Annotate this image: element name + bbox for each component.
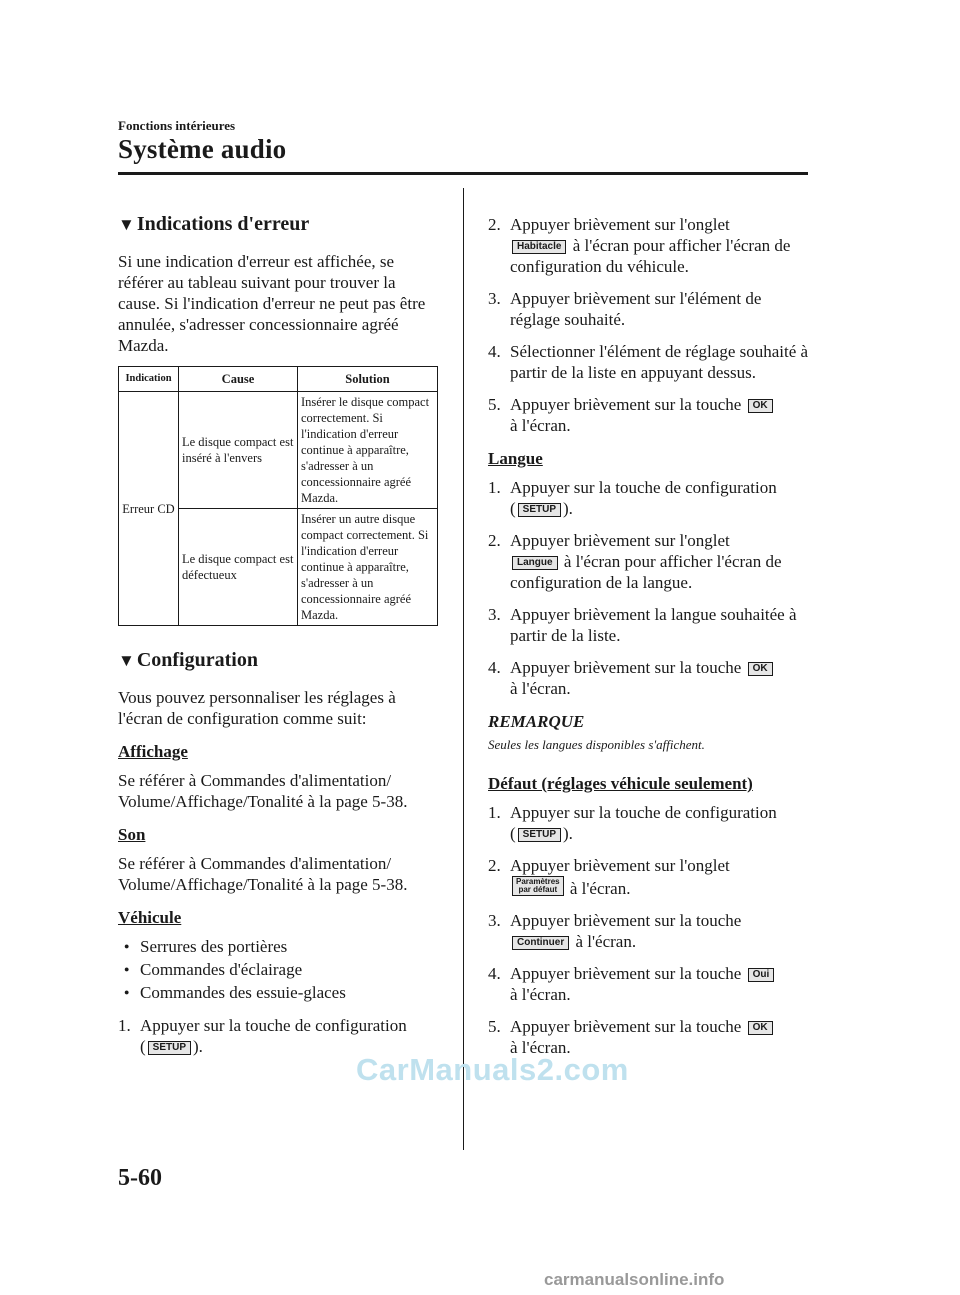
watermark-logo: CarManuals2.com — [356, 1052, 629, 1087]
subheading-son: Son — [118, 825, 146, 844]
table-row — [119, 392, 438, 509]
error-table — [118, 366, 438, 626]
step-item: 2. Appuyer brièvement sur l'onglet Habitacle à l'écran pour afficher l'écran de configuration du véhicule. — [488, 215, 791, 276]
continuer-key-icon: Continuer — [512, 936, 569, 950]
right-column — [488, 214, 810, 1069]
list-item: ● Commandes d'éclairage — [118, 959, 440, 980]
note-text: Seules les langues disponibles s'affichent. — [488, 737, 705, 752]
ok-key-icon: OK — [748, 662, 773, 676]
habitacle-tab-icon: Habitacle — [512, 240, 566, 254]
subheading-defaut: Défaut (réglages véhicule seulement) — [488, 774, 753, 793]
table-header-indication: Indication — [119, 367, 179, 392]
table-header-solution: Solution — [298, 367, 438, 392]
step-item: 4. Sélectionner l'élément de réglage souhaité à partir de la liste en appuyant dessus. — [488, 342, 809, 382]
ok-key-icon: OK — [748, 399, 773, 413]
step-item: 3. Appuyer brièvement sur la touche Continuer à l'écran. — [488, 911, 742, 951]
step-item: 4. Appuyer brièvement sur la touche OK à l'écran. — [488, 657, 810, 699]
table-cell-solution: Insérer un autre disque compact correctement. Si l'indication d'erreur continue à apparaître, s'adresser à un concessionnaire agréé Mazda. — [298, 509, 438, 626]
table-cell-solution: Insérer le disque compact correctement. Si l'indication d'erreur continue à apparaître, s'adresser à un concessionnaire agréé Mazda. — [298, 392, 438, 509]
title-divider — [118, 172, 808, 175]
step-item: 2. Appuyer brièvement sur l'onglet Paramètres par défaut à l'écran. — [488, 856, 730, 898]
list-item: ● Commandes des essuie-glaces — [118, 982, 440, 1003]
page-number: 5-60 — [118, 1165, 162, 1191]
setup-key-icon: SETUP — [518, 503, 561, 517]
triangle-down-icon: ▼ — [118, 215, 135, 234]
subheading-langue: Langue — [488, 449, 543, 468]
list-item: ● Serrures des portières — [118, 936, 440, 957]
section-label: Fonctions intérieures — [118, 118, 236, 133]
step-item: 3. Appuyer brièvement la langue souhaitée à partir de la liste. — [488, 605, 797, 645]
config-intro: Vous pouvez personnaliser les réglages à l'écran de configuration comme suit: — [118, 688, 396, 728]
step-item: 1. Appuyer sur la touche de configuration ( SETUP ). — [118, 1016, 407, 1056]
step-item: 5. Appuyer brièvement sur la touche OK à l'écran. — [488, 394, 810, 436]
table-cell-cause: Le disque compact est inséré à l'envers — [179, 392, 298, 509]
left-column — [118, 212, 440, 1068]
son-text: Se référer à Commandes d'alimentation/ Volume/Affichage/Tonalité à la page 5-38. — [118, 854, 408, 894]
ok-key-icon: OK — [748, 1021, 773, 1035]
step-item: 3. Appuyer brièvement sur l'élément de réglage souhaité. — [488, 289, 762, 329]
step-item: 1. Appuyer sur la touche de configuration ( SETUP ). — [488, 478, 777, 518]
error-intro: Si une indication d'erreur est affichée, se référer au tableau suivant pour trouver la cause. Si l'indication d'erreur ne peut pas être annulée, s'adresser concessionnaire agréé Mazda. — [118, 252, 426, 355]
step-item: 2. Appuyer brièvement sur l'onglet Langue à l'écran pour afficher l'écran de configuration de la langue. — [488, 531, 782, 592]
parametres-par-defaut-tab-icon: Paramètres par défaut — [512, 876, 564, 896]
setup-key-icon: SETUP — [148, 1041, 191, 1055]
step-item: 4. Appuyer brièvement sur la touche Oui à l'écran. — [488, 963, 810, 1005]
step-item: 1. Appuyer sur la touche de configuration ( SETUP ). — [488, 803, 777, 843]
heading-configuration: ▼ Configuration — [118, 649, 258, 671]
footer-url: carmanualsonline.info — [544, 1270, 725, 1289]
column-divider — [463, 188, 464, 1150]
triangle-down-icon: ▼ — [118, 651, 135, 670]
oui-key-icon: Oui — [748, 968, 775, 982]
table-header-row — [119, 367, 438, 392]
page-title: Système audio — [118, 134, 287, 164]
subheading-vehicule: Véhicule — [118, 908, 182, 927]
note-heading: REMARQUE — [488, 712, 585, 731]
affichage-text: Se référer à Commandes d'alimentation/ Volume/Affichage/Tonalité à la page 5-38. — [118, 771, 408, 811]
heading-error-indications: ▼ Indications d'erreur — [118, 213, 310, 235]
step-item: 5. Appuyer brièvement sur la touche OK à l'écran. — [488, 1016, 810, 1058]
setup-key-icon: SETUP — [518, 828, 561, 842]
table-header-cause: Cause — [179, 367, 298, 392]
subheading-affichage: Affichage — [118, 742, 188, 761]
table-cell-cause: Le disque compact est défectueux — [179, 509, 298, 626]
table-cell-indication: Erreur CD — [119, 392, 179, 626]
langue-tab-icon: Langue — [512, 556, 558, 570]
